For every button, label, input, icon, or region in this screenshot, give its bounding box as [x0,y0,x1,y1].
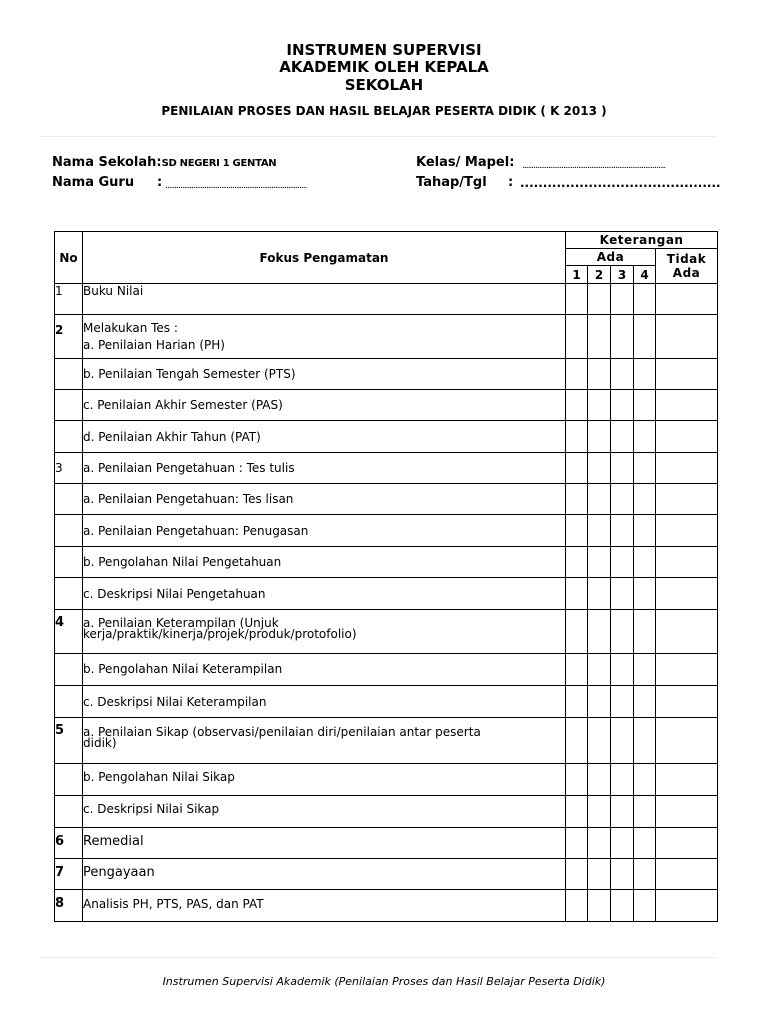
teacher-value: ............................................................................ [165,181,307,191]
score-cell[interactable] [588,796,611,828]
footer-text: Instrumen Supervisi Akademik (Penilaian Proses dan Hasil Belajar Peserta Didik) [162,975,606,988]
row-focus [83,610,566,654]
score-cell[interactable] [634,484,656,515]
score-cell[interactable] [611,515,634,547]
header-focus: Fokus Pengamatan [83,232,566,284]
school-field [52,155,276,172]
tidak-ada-cell[interactable] [656,718,718,764]
score-cell[interactable] [588,315,611,359]
score-cell[interactable] [588,890,611,922]
score-cell[interactable] [611,359,634,390]
score-cell[interactable] [588,547,611,578]
score-cell[interactable] [611,547,634,578]
title-line-2: AKADEMIK OLEH KEPALA [279,58,489,76]
tidak-ada-cell[interactable] [656,515,718,547]
score-cell[interactable] [634,359,656,390]
score-cell[interactable] [566,796,588,828]
score-cell[interactable] [566,828,588,859]
score-cell[interactable] [566,284,588,315]
score-cell[interactable] [634,421,656,453]
score-cell[interactable] [611,828,634,859]
header-score-4: 4 [634,266,656,284]
score-cell[interactable] [611,315,634,359]
stage-colon: : [508,175,514,190]
table-row [55,796,718,828]
tidak-ada-cell[interactable] [656,859,718,890]
score-cell[interactable] [611,610,634,654]
bottom-divider [40,957,716,958]
score-cell[interactable] [566,421,588,453]
row-focus: a. Penilaian Pengetahuan: Penugasan [83,515,566,547]
row-focus-line1: Melakukan Tes : [83,321,178,335]
score-cell[interactable] [611,421,634,453]
tidak-ada-cell[interactable] [656,578,718,610]
table-row [55,359,718,390]
score-cell[interactable] [634,764,656,796]
score-cell[interactable] [588,654,611,686]
score-cell[interactable] [634,654,656,686]
score-cell[interactable] [611,718,634,764]
score-cell[interactable] [634,610,656,654]
table-row [55,453,718,484]
score-cell[interactable] [588,484,611,515]
tidak-ada-cell[interactable] [656,421,718,453]
row-focus: b. Penilaian Tengah Semester (PTS) [83,359,566,390]
row-number: 4 [55,610,83,654]
table-row [55,515,718,547]
row-number [55,764,83,796]
row-focus: Analisis PH, PTS, PAS, dan PAT [83,890,566,922]
row-number [55,359,83,390]
score-cell[interactable] [634,390,656,421]
teacher-label: Nama Guru [52,175,135,190]
score-cell[interactable] [611,578,634,610]
score-cell[interactable] [611,686,634,718]
row-number [55,686,83,718]
row-focus: a. Penilaian Pengetahuan : Tes tulis [83,453,566,484]
row-focus: d. Penilaian Akhir Tahun (PAT) [83,421,566,453]
header-tidak-ada-line1: Tidak [666,252,707,266]
subtitle: PENILAIAN PROSES DAN HASIL BELAJAR PESERTA DIDIK ( K 2013 ) [161,104,607,118]
school-colon: : [156,155,162,170]
class-field [416,155,666,171]
tidak-ada-cell[interactable] [656,315,718,359]
header-ada: Ada [566,249,656,266]
score-cell[interactable] [634,859,656,890]
score-cell[interactable] [634,796,656,828]
header-score-1: 1 [566,266,588,284]
row-focus: c. Penilaian Akhir Semester (PAS) [83,390,566,421]
score-cell[interactable] [588,515,611,547]
score-cell[interactable] [588,578,611,610]
tidak-ada-cell[interactable] [656,484,718,515]
tidak-ada-cell[interactable] [656,796,718,828]
row-focus: Remedial [83,828,566,859]
row-focus: c. Deskripsi Nilai Pengetahuan [83,578,566,610]
row-number [55,484,83,515]
row-number: 2 [55,315,83,359]
row-focus-line2: a. Penilaian Harian (PH) [83,338,225,352]
row-number: 5 [55,718,83,764]
teacher-field [52,175,307,191]
tidak-ada-cell[interactable] [656,284,718,315]
score-cell[interactable] [611,284,634,315]
row-number: 3 [55,453,83,484]
row-focus: c. Deskripsi Nilai Keterampilan [83,686,566,718]
class-colon: : [509,155,515,170]
school-label: Nama Sekolah [52,155,157,170]
row-focus: Pengayaan [83,859,566,890]
row-focus: b. Pengolahan Nilai Pengetahuan [83,547,566,578]
score-cell[interactable] [566,890,588,922]
stage-label: Tahap/Tgl [416,175,487,190]
tidak-ada-cell[interactable] [656,654,718,686]
score-cell[interactable] [611,453,634,484]
class-label: Kelas/ Mapel [416,155,510,170]
tidak-ada-cell[interactable] [656,610,718,654]
score-cell[interactable] [588,390,611,421]
tidak-ada-cell[interactable] [656,764,718,796]
score-cell[interactable] [566,610,588,654]
table-row [55,484,718,515]
score-cell[interactable] [566,686,588,718]
score-cell[interactable] [634,890,656,922]
score-cell[interactable] [566,764,588,796]
score-cell[interactable] [588,284,611,315]
score-cell[interactable] [566,315,588,359]
table-row [55,828,718,859]
score-cell[interactable] [634,828,656,859]
score-cell[interactable] [588,359,611,390]
row-focus: b. Pengolahan Nilai Sikap [83,764,566,796]
score-cell[interactable] [566,859,588,890]
row-focus [83,718,566,764]
row-focus: a. Penilaian Pengetahuan: Tes lisan [83,484,566,515]
header-score-3: 3 [611,266,634,284]
table-row [55,315,718,359]
header-keterangan: Keterangan [566,232,718,249]
table-row [55,764,718,796]
score-cell[interactable] [566,390,588,421]
row-focus-line2: kerja/praktik/kinerja/projek/produk/protofolio) [83,627,357,641]
row-focus-line1: a. Penilaian Keterampilan (Unjuk [83,616,279,630]
header-no: No [55,232,83,284]
row-number [55,654,83,686]
top-divider [40,136,716,137]
table-row [55,859,718,890]
row-focus: Buku Nilai [83,284,566,315]
tidak-ada-cell[interactable] [656,686,718,718]
score-cell[interactable] [634,284,656,315]
teacher-colon: : [157,175,163,190]
score-cell[interactable] [566,578,588,610]
score-cell[interactable] [611,484,634,515]
table-row [55,284,718,315]
row-number [55,796,83,828]
score-cell[interactable] [634,453,656,484]
tidak-ada-cell[interactable] [656,453,718,484]
table-row [55,890,718,922]
row-number [55,547,83,578]
tidak-ada-cell[interactable] [656,547,718,578]
tidak-ada-cell[interactable] [656,890,718,922]
score-cell[interactable] [588,610,611,654]
score-cell[interactable] [611,764,634,796]
score-cell[interactable] [611,796,634,828]
score-cell[interactable] [566,718,588,764]
row-number [55,421,83,453]
row-focus-line2: didik) [83,736,117,750]
score-cell[interactable] [588,859,611,890]
score-cell[interactable] [588,764,611,796]
table-row [55,718,718,764]
school-value: SD NEGERI 1 GENTAN [161,158,277,169]
table-row [55,686,718,718]
table-row [55,578,718,610]
tidak-ada-cell[interactable] [656,828,718,859]
score-cell[interactable] [588,828,611,859]
title-line-3: SEKOLAH [344,76,424,94]
score-cell[interactable] [634,547,656,578]
score-cell[interactable] [588,718,611,764]
table-row [55,390,718,421]
row-focus: c. Deskripsi Nilai Sikap [83,796,566,828]
class-value: ............................................................................. [522,161,666,171]
row-focus-line1: a. Penilaian Sikap (observasi/penilaian diri/penilaian antar peserta [83,725,481,739]
score-cell[interactable] [611,654,634,686]
observation-table [54,231,718,922]
title-line-1: INSTRUMEN SUPERVISI [286,41,482,59]
row-number [55,390,83,421]
table-row [55,547,718,578]
table-row [55,421,718,453]
score-cell[interactable] [588,453,611,484]
score-cell[interactable] [611,390,634,421]
stage-value: ............................................ [520,176,721,190]
score-cell[interactable] [566,515,588,547]
score-cell[interactable] [634,315,656,359]
score-cell[interactable] [566,654,588,686]
score-cell[interactable] [588,686,611,718]
score-cell[interactable] [611,859,634,890]
score-cell[interactable] [611,890,634,922]
row-number: 1 [55,284,83,315]
row-number [55,578,83,610]
row-number [55,515,83,547]
row-number: 8 [55,890,83,922]
table-row [55,654,718,686]
tidak-ada-cell[interactable] [656,359,718,390]
table-row [55,610,718,654]
stage-field [416,175,721,191]
row-number: 7 [55,859,83,890]
header-tidak-ada [656,249,718,284]
score-cell[interactable] [566,359,588,390]
row-focus [83,315,566,359]
row-focus: b. Pengolahan Nilai Keterampilan [83,654,566,686]
header-score-2: 2 [588,266,611,284]
score-cell[interactable] [566,484,588,515]
score-cell[interactable] [634,578,656,610]
header-tidak-ada-line2: Ada [672,266,701,280]
score-cell[interactable] [634,718,656,764]
score-cell[interactable] [634,515,656,547]
row-number: 6 [55,828,83,859]
score-cell[interactable] [566,547,588,578]
tidak-ada-cell[interactable] [656,390,718,421]
score-cell[interactable] [588,421,611,453]
score-cell[interactable] [566,453,588,484]
score-cell[interactable] [634,686,656,718]
